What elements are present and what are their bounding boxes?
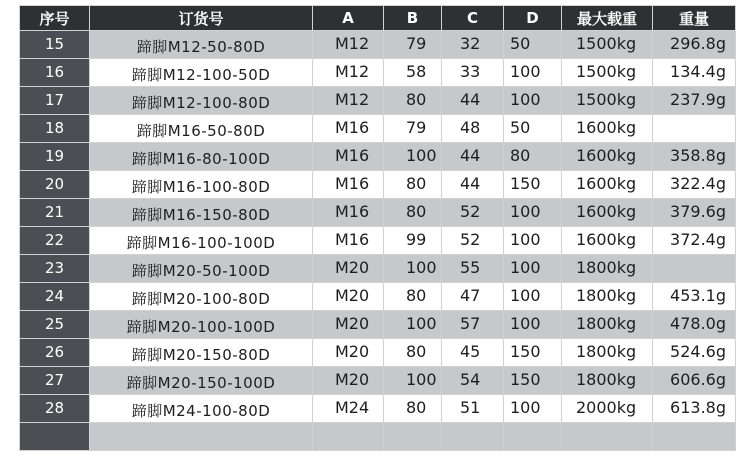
table-row [20, 255, 736, 283]
cell-order-number: 蹄脚M12-100-50D [90, 59, 313, 87]
cell-weight-empty [653, 423, 736, 451]
cell-b: 79 [384, 31, 442, 59]
cell-b: 80 [384, 395, 442, 423]
cell-index: 20 [20, 171, 90, 199]
header-c: C [442, 6, 504, 31]
cell-index: 25 [20, 311, 90, 339]
cell-c: 44 [442, 171, 504, 199]
cell-a: M20 [313, 367, 384, 395]
cell-d: 80 [504, 143, 562, 171]
cell-order-number: 蹄脚M20-100-80D [90, 283, 313, 311]
cell-d: 100 [504, 59, 562, 87]
cell-c: 51 [442, 395, 504, 423]
cell-max-load: 2000kg [562, 395, 653, 423]
header-b: B [384, 6, 442, 31]
cell-b: 100 [384, 311, 442, 339]
cell-order-number: 蹄脚M12-50-80D [90, 31, 313, 59]
cell-d: 100 [504, 227, 562, 255]
cell-weight: 134.4g [653, 59, 736, 87]
cell-c: 47 [442, 283, 504, 311]
cell-order-number: 蹄脚M16-100-100D [90, 227, 313, 255]
cell-c: 52 [442, 199, 504, 227]
cell-max-load: 1800kg [562, 367, 653, 395]
cell-weight: 613.8g [653, 395, 736, 423]
cell-weight [653, 255, 736, 283]
cell-d: 150 [504, 367, 562, 395]
cell-d: 100 [504, 283, 562, 311]
cell-index: 16 [20, 59, 90, 87]
table-row [20, 367, 736, 395]
cell-max-load: 1800kg [562, 283, 653, 311]
cell-b-empty [384, 423, 442, 451]
cell-a: M16 [313, 115, 384, 143]
table-header [20, 6, 736, 31]
table-row [20, 283, 736, 311]
cell-b: 100 [384, 367, 442, 395]
cell-c: 44 [442, 143, 504, 171]
cell-a: M24 [313, 395, 384, 423]
spec-table [19, 5, 736, 451]
cell-order-number-empty [90, 423, 313, 451]
header-a: A [313, 6, 384, 31]
cell-index: 23 [20, 255, 90, 283]
cell-a: M12 [313, 87, 384, 115]
cell-a: M16 [313, 171, 384, 199]
cell-d: 100 [504, 255, 562, 283]
cell-max-load: 1500kg [562, 31, 653, 59]
cell-a: M12 [313, 59, 384, 87]
header-max-load: 最大载重 [562, 6, 653, 31]
cell-c-empty [442, 423, 504, 451]
table-row [20, 115, 736, 143]
header-d: D [504, 6, 562, 31]
cell-order-number: 蹄脚M20-50-100D [90, 255, 313, 283]
cell-index: 17 [20, 87, 90, 115]
cell-weight: 478.0g [653, 311, 736, 339]
cell-a: M12 [313, 31, 384, 59]
cell-max-load-empty [562, 423, 653, 451]
cell-max-load: 1600kg [562, 143, 653, 171]
cell-order-number: 蹄脚M20-150-80D [90, 339, 313, 367]
cell-order-number: 蹄脚M16-50-80D [90, 115, 313, 143]
cell-max-load: 1800kg [562, 311, 653, 339]
cell-c: 55 [442, 255, 504, 283]
cell-weight: 322.4g [653, 171, 736, 199]
table-row [20, 339, 736, 367]
cell-b: 58 [384, 59, 442, 87]
header-row [20, 6, 736, 31]
cell-max-load: 1600kg [562, 227, 653, 255]
cell-index: 28 [20, 395, 90, 423]
cell-d: 100 [504, 199, 562, 227]
cell-index-empty [20, 423, 90, 451]
table-row [20, 87, 736, 115]
cell-index: 24 [20, 283, 90, 311]
cell-index: 27 [20, 367, 90, 395]
cell-order-number: 蹄脚M16-80-100D [90, 143, 313, 171]
cell-a: M20 [313, 339, 384, 367]
cell-index: 18 [20, 115, 90, 143]
cell-c: 48 [442, 115, 504, 143]
cell-c: 57 [442, 311, 504, 339]
cell-order-number: 蹄脚M12-100-80D [90, 87, 313, 115]
cell-index: 26 [20, 339, 90, 367]
table-row [20, 171, 736, 199]
cell-c: 45 [442, 339, 504, 367]
cell-index: 15 [20, 31, 90, 59]
cell-b: 100 [384, 143, 442, 171]
cell-index: 19 [20, 143, 90, 171]
cell-b: 80 [384, 171, 442, 199]
cell-order-number: 蹄脚M16-100-80D [90, 171, 313, 199]
table-row [20, 395, 736, 423]
header-order-number: 订货号 [90, 6, 313, 31]
header-index: 序号 [20, 6, 90, 31]
cell-d-empty [504, 423, 562, 451]
cell-order-number: 蹄脚M16-150-80D [90, 199, 313, 227]
cell-a: M20 [313, 311, 384, 339]
cell-c: 44 [442, 87, 504, 115]
cell-weight: 379.6g [653, 199, 736, 227]
cell-max-load: 1500kg [562, 87, 653, 115]
table-row [20, 59, 736, 87]
cell-a-empty [313, 423, 384, 451]
cell-a: M20 [313, 283, 384, 311]
cell-max-load: 1500kg [562, 59, 653, 87]
cell-order-number: 蹄脚M20-100-100D [90, 311, 313, 339]
table-row [20, 31, 736, 59]
cell-c: 32 [442, 31, 504, 59]
cell-weight: 606.6g [653, 367, 736, 395]
cell-b: 80 [384, 283, 442, 311]
cell-max-load: 1600kg [562, 115, 653, 143]
cell-d: 100 [504, 87, 562, 115]
cell-weight: 453.1g [653, 283, 736, 311]
cell-c: 33 [442, 59, 504, 87]
table-row [20, 227, 736, 255]
cell-max-load: 1600kg [562, 171, 653, 199]
cell-a: M16 [313, 143, 384, 171]
cell-index: 21 [20, 199, 90, 227]
cell-index: 22 [20, 227, 90, 255]
cell-c: 54 [442, 367, 504, 395]
table-row [20, 143, 736, 171]
cell-a: M20 [313, 255, 384, 283]
table-body [20, 31, 736, 451]
cell-max-load: 1600kg [562, 199, 653, 227]
cell-d: 50 [504, 31, 562, 59]
cell-d: 100 [504, 395, 562, 423]
cell-max-load: 1800kg [562, 255, 653, 283]
cell-a: M16 [313, 199, 384, 227]
table-row [20, 311, 736, 339]
cell-order-number: 蹄脚M24-100-80D [90, 395, 313, 423]
cell-weight: 237.9g [653, 87, 736, 115]
cell-weight: 372.4g [653, 227, 736, 255]
cell-b: 80 [384, 87, 442, 115]
cell-d: 50 [504, 115, 562, 143]
cell-b: 79 [384, 115, 442, 143]
cell-b: 100 [384, 255, 442, 283]
cell-c: 52 [442, 227, 504, 255]
cell-d: 150 [504, 339, 562, 367]
cell-weight [653, 115, 736, 143]
cell-d: 100 [504, 311, 562, 339]
cell-b: 80 [384, 339, 442, 367]
cell-weight: 296.8g [653, 31, 736, 59]
cell-weight: 524.6g [653, 339, 736, 367]
cell-weight: 358.8g [653, 143, 736, 171]
cell-a: M16 [313, 227, 384, 255]
cell-b: 80 [384, 199, 442, 227]
table-row-empty [20, 423, 736, 451]
cell-b: 99 [384, 227, 442, 255]
cell-d: 150 [504, 171, 562, 199]
cell-max-load: 1800kg [562, 339, 653, 367]
header-weight: 重量 [653, 6, 736, 31]
table-row [20, 199, 736, 227]
cell-order-number: 蹄脚M20-150-100D [90, 367, 313, 395]
